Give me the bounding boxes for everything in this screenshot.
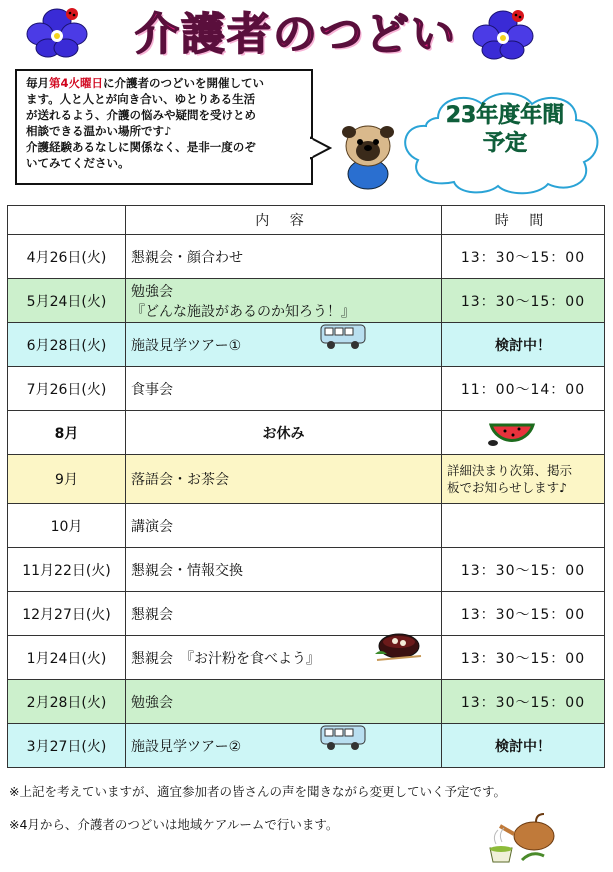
table-row: 7月26日(火) 食事会 11：00～14：00 bbox=[8, 367, 605, 411]
table-row: 9月 落語会・お茶会 詳細決まり次第、掲示 板でお知らせします♪ bbox=[8, 455, 605, 504]
table-row: 11月22日(火) 懇親会・情報交換 13：30～15：00 bbox=[8, 548, 605, 592]
table-row: 3月27日(火) 施設見学ツアー② 検討中！ bbox=[8, 724, 605, 768]
table-row: 10月 講演会 bbox=[8, 504, 605, 548]
table-row: 4月26日(火) 懇親会・顔合わせ 13：30～15：00 bbox=[8, 235, 605, 279]
header-content: 内 容 bbox=[126, 206, 442, 235]
table-row: 12月27日(火) 懇親会 13：30～15：00 bbox=[8, 592, 605, 636]
year-schedule-label: 23年度年間 予定 bbox=[445, 103, 565, 156]
table-row: 8月 お休み bbox=[8, 411, 605, 455]
note-venue: ※4月から、介護者のつどいは地域ケアルームで行います。 bbox=[9, 817, 339, 832]
table-header-row bbox=[8, 206, 605, 235]
note-schedule-change: ※上記を考えていますが、適宜参加者の皆さんの声を聞きながら変更していく予定です。 bbox=[9, 784, 506, 799]
table-row: 6月28日(火) 施設見学ツアー① 検討中！ bbox=[8, 323, 605, 367]
highlight-day: 第4火曜日 bbox=[49, 76, 104, 90]
teapot-icon bbox=[476, 808, 564, 868]
table-row: 1月24日(火) 懇親会 『お汁粉を食べよう』 13：30～15：00 bbox=[8, 636, 605, 680]
table-row: 2月28日(火) 勉強会 13：30～15：00 bbox=[8, 680, 605, 724]
violet-flower-left-icon bbox=[26, 6, 88, 58]
intro-text: 毎月第4火曜日に介護者のつどいを開催してい ます。人と人とが向き合い、ゆとりある生活 が送れるよう、介護の悩みや疑問を受けとめ 相談できる温かい場所です♪ 介護経験あるなしに関係なく、是非一度のぞ いてみてください。 bbox=[26, 76, 265, 170]
bus-icon bbox=[319, 722, 371, 752]
table-row: 5月24日(火) 勉強会 『どんな施設があるのか知ろう！』 13：30～15：00 bbox=[8, 279, 605, 323]
watermelon-icon bbox=[485, 417, 537, 449]
header-date bbox=[8, 206, 126, 235]
oshiruko-bowl-icon bbox=[371, 630, 427, 664]
pug-dog-icon bbox=[338, 118, 398, 190]
bus-icon bbox=[319, 321, 371, 351]
page-title: 介護者のつどい bbox=[135, 9, 457, 60]
schedule-table bbox=[7, 205, 605, 768]
header-time: 時 間 bbox=[442, 206, 605, 235]
violet-flower-right-icon bbox=[472, 8, 534, 60]
